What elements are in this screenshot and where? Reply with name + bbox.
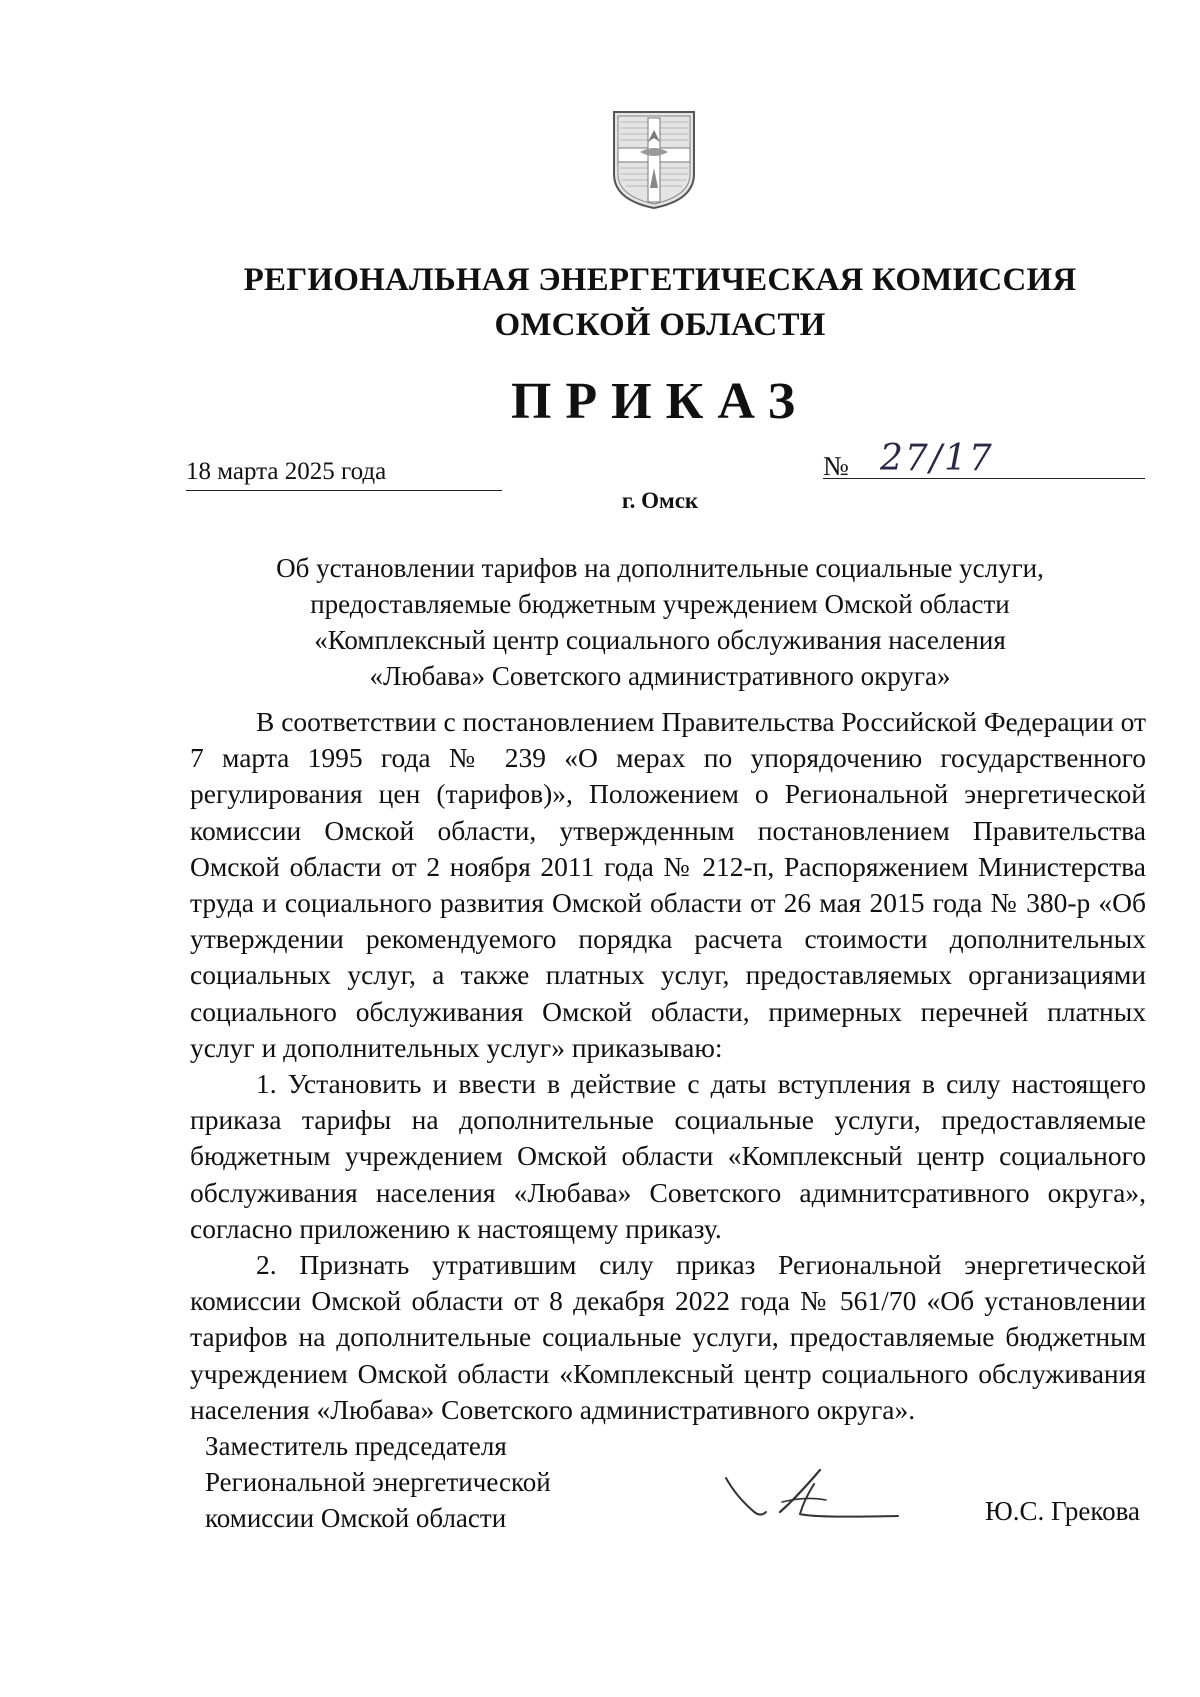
document-type-title: ПРИКАЗ [510, 373, 810, 430]
number-underline [823, 478, 1145, 479]
clause-1-paragraph: 1. Установить и ввести в действие с даты вступления в силу настоящего приказа тарифы на дополнительные социальные услуги, предоставляемые бюджетным учреждением Омской области «Комплексный центр социального обслуживания населения «Любава» Советского адимнитсративного округа», согласно приложению к настоящему приказу. [190, 1068, 1146, 1244]
coat-of-arms-icon [610, 108, 698, 212]
clause-2-paragraph: 2. Признать утратившим силу приказ Региональной энергетической комиссии Омской области от 8 декабря 2022 года № 561/70 «Об установлении тарифов на дополнительные социальные услуги, предоставляемые бюджетным учреждением Омской области «Комплексный центр социального обслуживания населения «Любава» Советского административного округа». [190, 1249, 1146, 1425]
city: г. Омск [621, 488, 699, 513]
preamble-paragraph: В соответствии с постановлением Правительства Российской Федерации от 7 марта 1995 года № 239 «О мерах по упорядочению государственного регулирования цен (тарифов)», Положением о Региональной энергетической комиссии Омской области, утвержденным постановлением Правительства Омской области от 2 ноября 2011 года № 212-п, Распоряжением Министерства труда и социального развития Омской области от 26 мая 2015 года № 380-р «Об утверждении рекомендуемого порядка расчета стоимости дополнительных социальных услуг, а также платных услуг, предоставляемых организациями социального обслуживания Омской области, примерных перечней платных услуг и дополнительных услуг» приказываю: [190, 706, 1146, 1063]
handwritten-document-number: 27/17 [880, 438, 994, 479]
document-date: 18 марта 2025 года [186, 458, 387, 485]
position-line: комиссии Омской области [205, 1503, 507, 1533]
handwritten-signature [722, 1460, 902, 1530]
position-line: Заместитель председателя [205, 1431, 507, 1461]
organization-name-line2: ОМСКОЙ ОБЛАСТИ [494, 307, 826, 343]
number-label: № [823, 451, 849, 481]
subject-line: предоставляемые бюджетным учреждением Омской области [310, 589, 1010, 619]
signatory-name: Ю.С. Грекова [985, 1496, 1141, 1526]
order-subject [190, 550, 1130, 694]
position-line: Региональной энергетической [205, 1467, 551, 1497]
signatory-position [205, 1428, 551, 1536]
subject-line: «Любава» Советского административного округа» [369, 661, 951, 691]
organization-name-line1: РЕГИОНАЛЬНАЯ ЭНЕРГЕТИЧЕСКАЯ КОМИССИЯ [243, 262, 1077, 298]
subject-line: Об установлении тарифов на дополнительные социальные услуги, [276, 553, 1044, 583]
order-body [190, 704, 1146, 1428]
subject-line: «Комплексный центр социального обслуживания населения [314, 625, 1006, 655]
